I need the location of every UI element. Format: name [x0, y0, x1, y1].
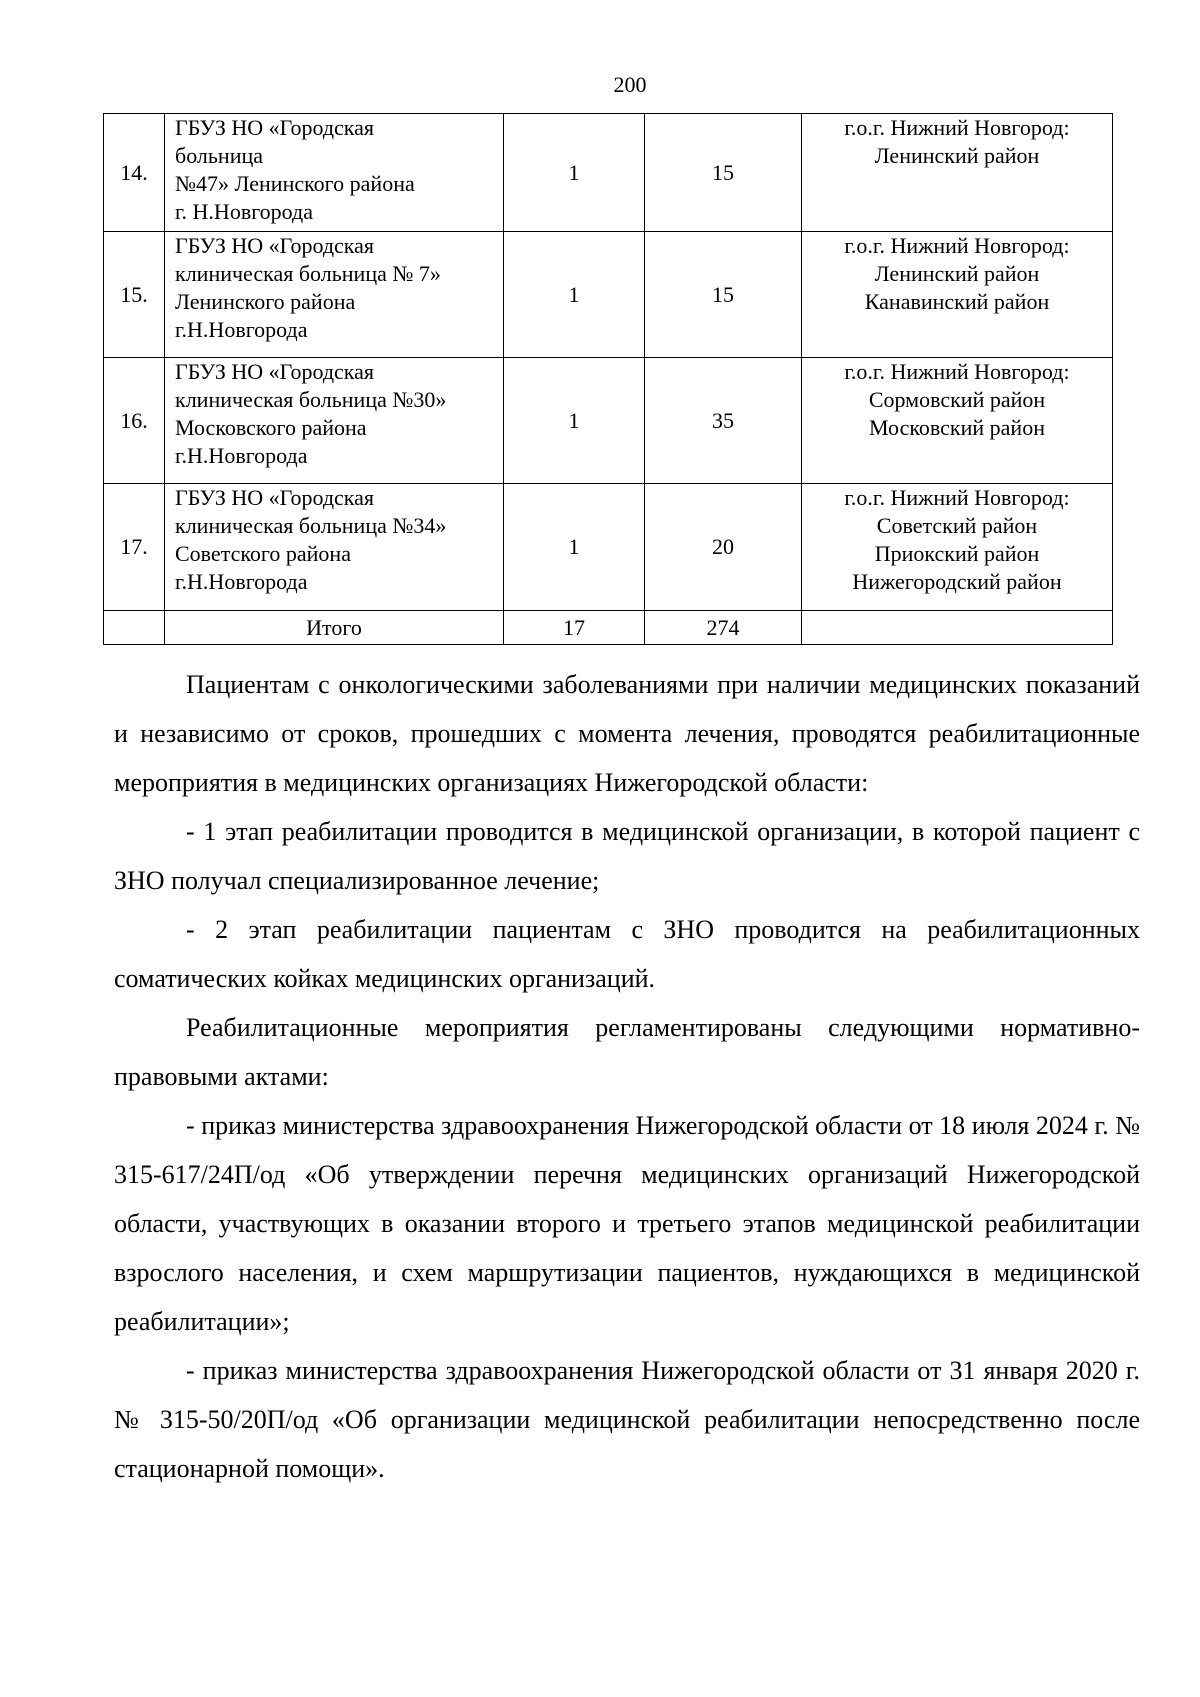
organization-line: г.Н.Новгорода	[175, 569, 308, 594]
routing-table	[103, 113, 1113, 645]
row-number: 16.	[104, 358, 165, 484]
organization-cell	[165, 358, 504, 484]
organization-line: больница	[175, 143, 263, 168]
total-row	[104, 611, 1113, 645]
total-empty-cell	[802, 611, 1113, 645]
area-line: Приокский район	[874, 541, 1040, 566]
area-cell	[802, 232, 1113, 358]
beds-cell: 20	[645, 484, 802, 611]
organization-line: клиническая больница №30»	[175, 387, 447, 412]
beds-cell: 35	[645, 358, 802, 484]
paragraph: Реабилитационные мероприятия регламентированы следующими нормативно-правовыми актами:	[114, 1013, 1140, 1091]
organization-cell	[165, 232, 504, 358]
page-number: 200	[613, 72, 647, 97]
row-number: 15.	[104, 232, 165, 358]
paragraph: - 2 этап реабилитации пациентам с ЗНО проводится на реабилитационных соматических койках медицинских организаций.	[114, 915, 1140, 993]
organization-line: ГБУЗ НО «Городская	[175, 233, 375, 258]
total-empty-cell	[104, 611, 165, 645]
area-line: Канавинский район	[864, 289, 1050, 314]
area-line: Ленинский район	[874, 261, 1040, 286]
table-row	[104, 114, 1113, 232]
paragraph: - приказ министерства здравоохранения Нижегородской области от 31 января 2020 г. № 315-50/20П/од «Об организации медицинской реабилитации непосредственно после стационарной помощи».	[114, 1356, 1140, 1483]
organization-line: Советского района	[175, 541, 351, 566]
organization-line: Ленинского района	[175, 289, 356, 314]
area-cell	[802, 358, 1113, 484]
total-beds: 274	[645, 611, 802, 645]
organization-line: ГБУЗ НО «Городская	[175, 115, 375, 140]
area-cell	[802, 484, 1113, 611]
organization-cell	[165, 114, 504, 232]
table-row	[104, 232, 1113, 358]
beds-cell: 15	[645, 114, 802, 232]
table-row	[104, 484, 1113, 611]
organization-line: ГБУЗ НО «Городская	[175, 359, 375, 384]
table-row	[104, 358, 1113, 484]
total-label: Итого	[165, 611, 504, 645]
organization-line: №47» Ленинского района	[175, 171, 415, 196]
paragraph: - приказ министерства здравоохранения Нижегородской области от 18 июля 2024 г. № 315-617/24П/од «Об утверждении перечня медицинских организаций Нижегородской области, участвующих в оказании второго и третьего этапов медицинской реабилитации взрослого населения, и схем маршрутизации пациентов, нуждающихся в медицинской реабилитации»;	[114, 1111, 1140, 1336]
area-line: г.о.г. Нижний Новгород:	[844, 485, 1070, 510]
area-line: Ленинский район	[874, 143, 1040, 168]
row-number: 17.	[104, 484, 165, 611]
count-cell: 1	[504, 232, 645, 358]
area-line: Московский район	[869, 415, 1045, 440]
organization-cell	[165, 484, 504, 611]
organization-line: г.Н.Новгорода	[175, 443, 308, 468]
area-line: Нижегородский район	[852, 569, 1062, 594]
paragraph: - 1 этап реабилитации проводится в медицинской организации, в которой пациент с ЗНО получал специализированное лечение;	[114, 817, 1140, 895]
organization-line: г.Н.Новгорода	[175, 317, 308, 342]
count-cell: 1	[504, 484, 645, 611]
total-count: 17	[504, 611, 645, 645]
area-cell	[802, 114, 1113, 232]
count-cell: 1	[504, 358, 645, 484]
count-cell: 1	[504, 114, 645, 232]
organization-line: клиническая больница № 7»	[175, 261, 441, 286]
beds-cell: 15	[645, 232, 802, 358]
area-line: г.о.г. Нижний Новгород:	[844, 115, 1070, 140]
body-text	[114, 660, 1140, 1493]
organization-line: Московского района	[175, 415, 367, 440]
paragraph: Пациентам с онкологическими заболеваниями при наличии медицинских показаний и независимо от сроков, прошедших с момента лечения, проводятся реабилитационные мероприятия в медицинских организациях Нижегородской области:	[114, 670, 1140, 797]
organization-line: г. Н.Новгорода	[175, 199, 314, 224]
organization-line: клиническая больница №34»	[175, 513, 447, 538]
row-number: 14.	[104, 114, 165, 232]
organization-line: ГБУЗ НО «Городская	[175, 485, 375, 510]
area-line: Сормовский район	[868, 387, 1046, 412]
area-line: Советский район	[876, 513, 1038, 538]
area-line: г.о.г. Нижний Новгород:	[844, 233, 1070, 258]
area-line: г.о.г. Нижний Новгород:	[844, 359, 1070, 384]
